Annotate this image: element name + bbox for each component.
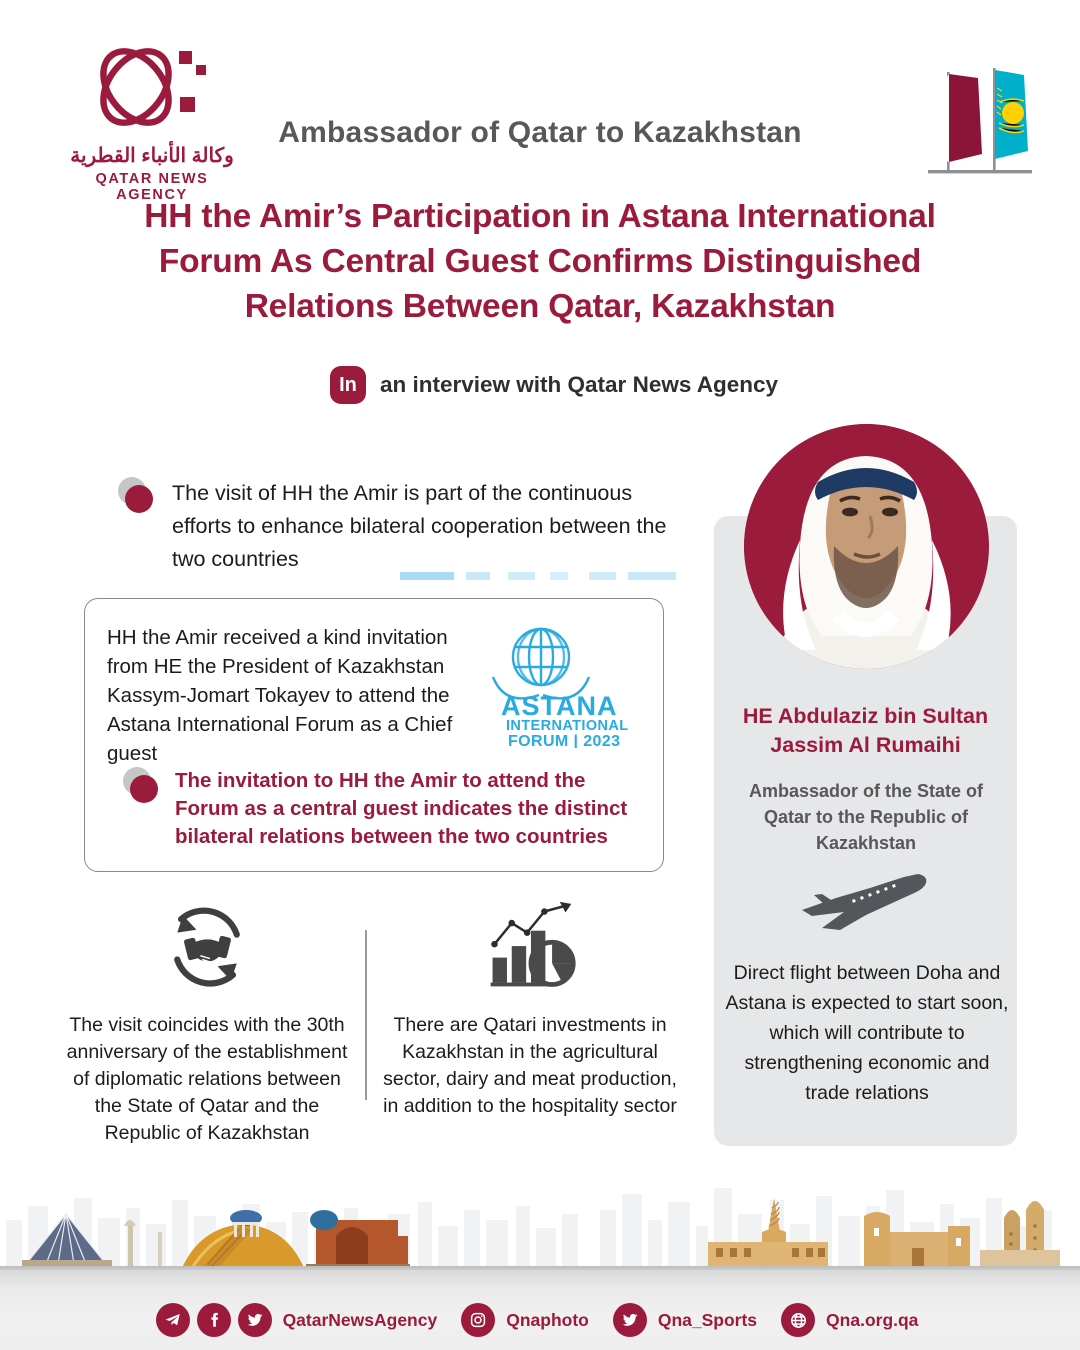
fact-card-anniversary [62, 900, 352, 1147]
globe-icon[interactable] [781, 1303, 815, 1337]
qatar-kazakhstan-flags-icon [920, 58, 1040, 188]
social-group-main [156, 1303, 444, 1337]
qna-logo-english: QATAR NEWS AGENCY [95, 171, 209, 203]
qatar-landmarks-illustration [612, 1188, 1072, 1276]
bullet-item [118, 477, 678, 576]
facebook-icon[interactable] [197, 1303, 231, 1337]
bullet-dot-icon [118, 477, 158, 513]
ambassador-role: Ambassador of the State of Qatar to the Republic of Kazakhstan [748, 781, 984, 853]
svg-text:FORUM | 2023: FORUM | 2023 [508, 733, 621, 748]
kazakhstan-landmarks-illustration [6, 1192, 426, 1274]
invitation-card-text: HH the Amir received a kind invitation from HE the President of Kazakhstan Kassym-Jomart Tokayev to attend the Astana International Forum as a Chief guest [107, 626, 453, 765]
fact-card-investments [380, 900, 680, 1120]
social-group-website [781, 1303, 924, 1337]
bullet-dot-icon [123, 767, 163, 803]
direct-flight-note: Direct flight between Doha and Astana is expected to start soon, which will contribute to strengthening economic and trade relations [725, 962, 1009, 1104]
ambassador-portrait-image [744, 424, 989, 669]
decorative-watermark [400, 572, 700, 580]
social-handle[interactable]: Qnaphoto [506, 1309, 589, 1330]
page-kicker: Ambassador of Qatar to Kazakhstan [278, 116, 802, 149]
bullet-text: The visit of HH the Amir is part of the continuous efforts to enhance bilateral cooperation between the two countries [172, 481, 667, 571]
airplane-icon [800, 868, 930, 938]
instagram-icon[interactable] [461, 1303, 495, 1337]
social-handle[interactable]: Qna_Sports [657, 1309, 758, 1330]
invitation-highlight [123, 767, 647, 851]
svg-text:ASTANA: ASTANA [501, 691, 618, 721]
in-badge: In [330, 366, 366, 404]
social-handle[interactable]: QatarNewsAgency [282, 1309, 438, 1330]
ambassador-avatar [744, 424, 989, 669]
handshake-cycle-icon [62, 900, 352, 996]
twitter-icon[interactable] [238, 1303, 272, 1337]
social-footer [0, 1295, 1080, 1345]
qna-logo-arabic: وكالة الأنباء القطرية [70, 145, 234, 167]
twitter-icon[interactable] [613, 1303, 647, 1337]
social-handle[interactable]: Qna.org.qa [826, 1309, 919, 1330]
charts-growth-icon [380, 900, 680, 996]
invitation-highlight-text: The invitation to HH the Amir to attend the Forum as a central guest indicates the distinct bilateral relations between the two countries [175, 769, 628, 848]
social-group-sports [613, 1303, 763, 1337]
interview-text: an interview with Qatar News Agency [380, 372, 779, 397]
svg-text:INTERNATIONAL: INTERNATIONAL [506, 718, 629, 734]
page-title: HH the Amir’s Participation in Astana International Forum As Central Guest Confirms Distinguished Relations Between Qatar, Kazakhstan [144, 198, 936, 325]
ambassador-name: HE Abdulaziz bin Sultan Jassim Al Rumaihi [742, 704, 989, 757]
fact-divider [365, 930, 367, 1100]
interview-line [330, 366, 778, 404]
fact-text: The visit coincides with the 30th anniversary of the establishment of diplomatic relations between the State of Qatar and the Republic of Kazakhstan [66, 1014, 348, 1144]
astana-international-forum-logo-icon [485, 623, 649, 748]
fact-text: There are Qatari investments in Kazakhstan in the agricultural sector, dairy and meat production, in addition to the hospitality sector [383, 1014, 677, 1117]
social-group-instagram [461, 1303, 595, 1337]
telegram-icon[interactable] [156, 1303, 190, 1337]
invitation-card [84, 598, 664, 872]
